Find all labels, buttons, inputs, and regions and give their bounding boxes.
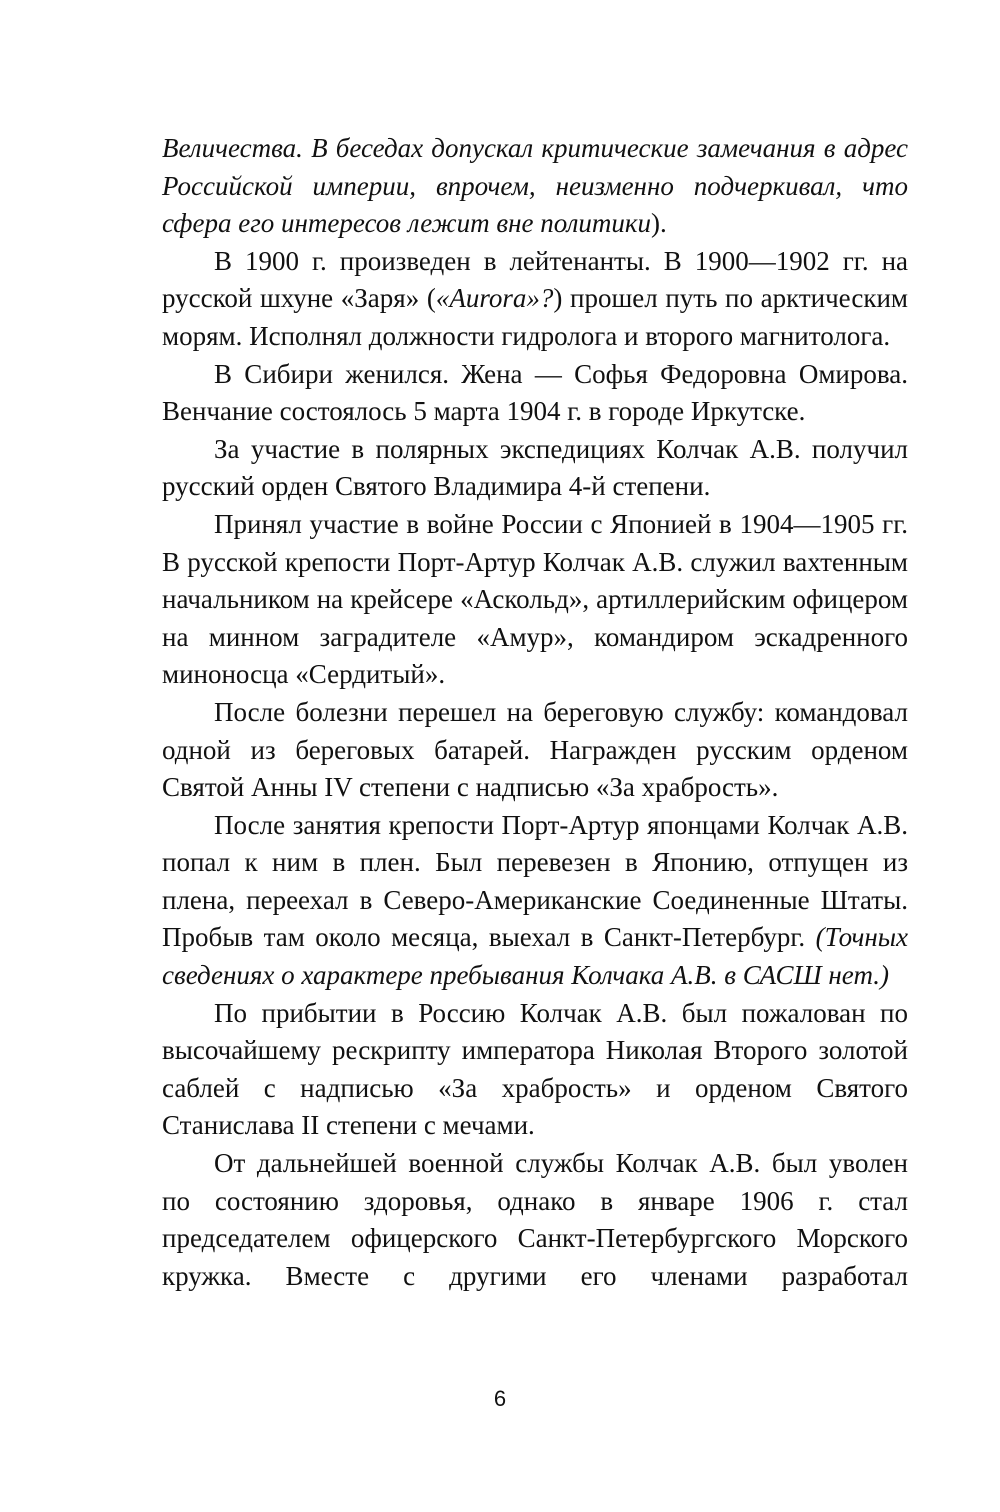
paragraph-golden-saber: По прибытии в Россию Колчак А.В. был пожалован по высочайшему рескрипту императора Николая Второго золотой саблей с надписью «За храбрость» и орденом Святого Станислава II степени с мечами. (162, 997, 908, 1141)
paragraph-coastal-service: После болезни перешел на береговую службу: командовал одной из береговых батарей. Награжден русским орденом Святой Анны IV степени с надписью «За храбрость». (162, 696, 908, 803)
italic-text: Величества. В беседах допускал критические замечания в адрес Российской империи, впрочем, неизменно подчеркивал, что сфера его интересов лежит вне политики (162, 133, 908, 239)
paragraph-continuation (162, 130, 908, 243)
paragraph-text: В 1900 г. произведен в лейтенанты. В 1900—1902 гг. на русской шхуне «Заря» ( (162, 245, 908, 314)
paragraph-russo-japanese-war: Принял участие в войне России с Японией в 1904—1905 гг. В русской крепости Порт-Артур Колчак А.В. служил вахтенным начальником на крейсере «Аскольд», артиллерийским офицером на минном заградителе «Амур», командиром эскадренного миноносца «Сердитый». (162, 508, 908, 690)
page-number: 6 (493, 1386, 507, 1411)
paragraph-text: ) прошел путь по арктическим морям. Исполнял должности гидролога и второго магнитолога. (162, 283, 908, 351)
page-body (162, 130, 908, 1295)
paragraph-tail: ). (650, 208, 667, 239)
paragraph-marriage: В Сибири женился. Жена — Софья Федоровна Омирова. Венчание состоялось 5 марта 1904 г. в городе Иркутске. (162, 358, 908, 427)
paragraph-captivity (162, 807, 908, 995)
paragraph-text: После занятия крепости Порт-Артур японцами Колчак А.В. попал к ним в плен. Был перевезен в Японию, отпущен из плена, переехал в Северо-Американские Соединенные Штаты. Пробыв там около месяца, выехал в Санкт-Петербург. (162, 809, 908, 953)
paragraph-zarya (162, 243, 908, 356)
paragraph-vladimir-order: За участие в полярных экспедициях Колчак А.В. получил русский орден Святого Владимира 4-й степени. (162, 433, 908, 502)
italic-text: «Aurora»? (435, 283, 554, 314)
italic-text: (Точных сведениях о характере пребывания Колчака А.В. в САСШ нет.) (162, 922, 908, 991)
paragraph-naval-circle: От дальнейшей военной службы Колчак А.В. был уволен по состоянию здоровья, однако в январе 1906 г. стал председателем офицерского Санкт-Петербургского Морского кружка. Вместе с другими его членами разработал (162, 1148, 908, 1291)
